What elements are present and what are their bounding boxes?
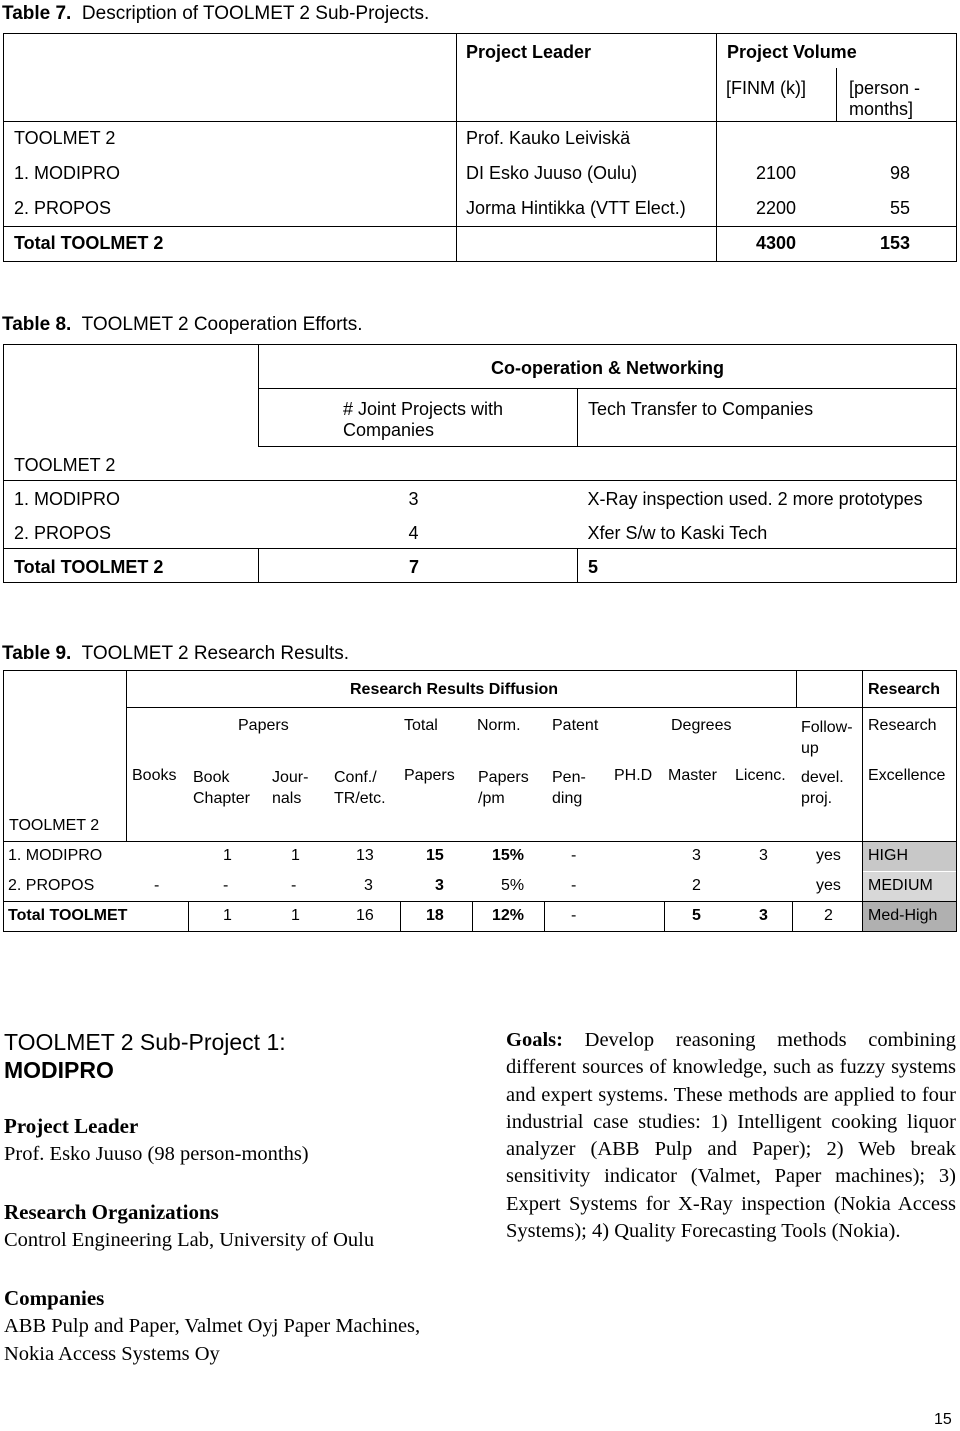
- t9-header-degrees: Degrees: [671, 717, 732, 734]
- leader-text: Prof. Esko Juuso (98 person-months): [4, 1143, 309, 1165]
- t9-header-total: Total: [404, 717, 438, 734]
- t9-row0-follow: yes: [816, 847, 841, 864]
- t7-row1-name: 1. MODIPRO: [4, 157, 457, 192]
- t9-row2-follow: 2: [824, 907, 833, 924]
- t8-corner: [4, 345, 259, 447]
- t7-row0-finm: [717, 122, 837, 157]
- t8-row1-joint: 4: [408, 522, 419, 543]
- t7-row3-pm: 153: [837, 227, 957, 262]
- t8-row2-name: Total TOOLMET 2: [4, 549, 259, 583]
- t9-row1-jour: -: [291, 877, 297, 894]
- t9-row1-excellence: [863, 872, 956, 901]
- t9-row2-jour: 1: [291, 907, 300, 924]
- t7-row3-finm: 4300: [717, 227, 837, 262]
- t8-row0-tech: X-Ray inspection used. 2 more prototypes: [578, 481, 957, 515]
- t9-row1-excellence-label: MEDIUM: [868, 877, 933, 894]
- goals-text: Develop reasoning methods combining different sources of knowledge, such as fuzzy systems and expert systems. These methods are applied to four industrial case studies: 1) Intelligent cooking liquor analyzer (ABB Pulp and Paper); 2) Web break sensitivity indicator (Valmet, Paper machines); 3) Expert Systems for X-Ray inspection (Nokia Access Systems); 4) Quality Forecasting Tools (Nokia).: [506, 1029, 956, 1243]
- leader-heading: Project Leader: [4, 1114, 139, 1138]
- t9-line-v4: [544, 901, 545, 931]
- t8-row1-name: 2. PROPOS: [4, 515, 259, 549]
- t7-row3-leader: [457, 227, 717, 262]
- t9-header-books: Books: [132, 767, 177, 784]
- companies-heading: Companies: [4, 1286, 105, 1310]
- companies-text: ABB Pulp and Paper, Valmet Oyj Paper Machines, Nokia Access Systems Oy: [4, 1315, 421, 1365]
- orgs-text: Control Engineering Lab, University of Oulu: [4, 1229, 375, 1251]
- t9-header-follow: Follow-up: [801, 719, 853, 757]
- t9-row2-excellence: [863, 902, 956, 931]
- t9-row0-excellence-label: HIGH: [868, 847, 908, 864]
- t7-header-leader: Project Leader: [457, 34, 717, 68]
- t9-row0-master: 3: [692, 847, 701, 864]
- t9-row2-master: 5: [692, 907, 701, 924]
- t9-row2-patent: -: [571, 907, 577, 924]
- t9-header-excellence: Excellence: [868, 767, 946, 784]
- t8-header-tech: Tech Transfer to Companies: [578, 389, 957, 447]
- t9-row0-chap: 1: [223, 847, 232, 864]
- t9-row0-conf: 13: [356, 847, 374, 864]
- t8-spacer-a: [259, 447, 578, 481]
- t9-row2-chap: 1: [223, 907, 232, 924]
- t9-header-patent: Patent: [552, 717, 599, 734]
- t7-row0-pm: [837, 122, 957, 157]
- t9-row1-follow: yes: [816, 877, 841, 894]
- t9-header-research: Research: [868, 681, 941, 698]
- t9-header-diffusion: Research Results Diffusion: [350, 681, 559, 698]
- t7-header-finm: [FINM (k)]: [717, 68, 837, 122]
- t9-header-devel: devel. proj.: [801, 769, 844, 807]
- t8-spacer-b: [578, 447, 957, 481]
- t9-line-head: [126, 707, 956, 708]
- goals-paragraph: [506, 1027, 956, 1245]
- t7-row2-finm: 2200: [717, 192, 837, 227]
- t7-row1-leader: DI Esko Juuso (Oulu): [466, 162, 638, 183]
- t9-row0-patent: -: [571, 847, 577, 864]
- t9-line-v2: [400, 901, 401, 931]
- t9-header-master: Master: [668, 767, 717, 784]
- t9-header-licenc: Licenc.: [735, 767, 786, 784]
- goals-label: Goals:: [506, 1029, 563, 1051]
- table7: [3, 33, 957, 262]
- table8-caption-label: Table 8.: [2, 314, 72, 335]
- t7-row3-name: Total TOOLMET 2: [4, 227, 457, 262]
- t9-row1-total: 3: [435, 877, 444, 894]
- t9-line-left: [126, 671, 127, 841]
- t9-row1-name: 2. PROPOS: [8, 877, 95, 894]
- table8: [3, 344, 957, 583]
- table9-caption: [2, 643, 349, 665]
- t9-header-toolmet: TOOLMET 2: [9, 817, 100, 834]
- t9-line-v3: [472, 901, 473, 931]
- t9-line-row0: [4, 841, 956, 842]
- t8-row0-name: 1. MODIPRO: [4, 481, 259, 515]
- t9-row0-total: 15: [426, 847, 444, 864]
- subproject-leader: [4, 1114, 474, 1169]
- orgs-heading: Research Organizations: [4, 1200, 219, 1224]
- t7-corner: [4, 34, 457, 68]
- t9-row0-lic: 3: [759, 847, 768, 864]
- t9-header-papers2: Papers: [404, 767, 455, 784]
- subproject-title-line1: TOOLMET 2 Sub-Project 1:: [4, 1029, 286, 1055]
- t9-row2-lic: 3: [759, 907, 768, 924]
- t9-line-v1: [188, 901, 189, 931]
- t9-header-norm: Norm.: [477, 717, 521, 734]
- subproject-title-line2: MODIPRO: [4, 1057, 114, 1083]
- t9-row2-name: Total TOOLMET: [8, 907, 128, 924]
- table9-caption-label: Table 9.: [2, 643, 72, 664]
- page-number: 15: [934, 1411, 952, 1428]
- t9-line-v6: [792, 901, 793, 931]
- t9-row1-chap: -: [223, 877, 229, 894]
- t8-header-coop: Co-operation & Networking: [259, 345, 957, 389]
- t7-row0-leader: Prof. Kauko Leiviskä: [457, 122, 717, 157]
- t9-header-research2: Research: [868, 717, 937, 734]
- table8-caption-text: TOOLMET 2 Cooperation Efforts.: [81, 314, 363, 335]
- t9-header-papers: Papers: [238, 717, 289, 734]
- t7-row2-leader: Jorma Hintikka (VTT Elect.): [466, 197, 686, 218]
- subproject-companies: [4, 1286, 464, 1368]
- t8-row0-joint: 3: [259, 481, 578, 515]
- t7-row2-pm: 55: [837, 192, 957, 227]
- t9-row1-norm: 5%: [501, 877, 525, 894]
- t7-row0-name: TOOLMET 2: [4, 122, 457, 157]
- t9-row2-norm: 12%: [492, 907, 525, 924]
- table9-caption-text: TOOLMET 2 Research Results.: [81, 643, 350, 664]
- t9-line-row2: [4, 901, 956, 902]
- t9-row0-norm: 15%: [492, 847, 525, 864]
- t8-row2-tech: 5: [578, 549, 957, 583]
- t9-row2-excellence-label: Med-High: [868, 907, 938, 924]
- t9-row1-patent: -: [571, 877, 577, 894]
- t9-line-v5: [664, 901, 665, 931]
- table8-caption: [2, 314, 362, 336]
- t9-header-phd: PH.D: [614, 767, 653, 784]
- t9-row0-excellence: [863, 842, 956, 871]
- t9-line-diff-right: [796, 671, 797, 707]
- table7-caption-text: Description of TOOLMET 2 Sub-Projects.: [81, 3, 430, 24]
- t7-row1-pm: 98: [837, 157, 957, 192]
- t7-spacer-a: [4, 68, 457, 122]
- t9-row1-books: -: [154, 877, 160, 894]
- t9-row2-conf: 16: [356, 907, 374, 924]
- t9-header-pending: Pen-ding: [552, 769, 586, 807]
- t9-header-journals: Jour-nals: [272, 769, 309, 807]
- t8-row1-tech: Xfer S/w to Kaski Tech: [578, 515, 957, 549]
- t9-row2-total: 18: [426, 907, 444, 924]
- t9-row0-jour: 1: [291, 847, 300, 864]
- t7-header-person: [person -months]: [837, 68, 957, 122]
- t9-header-book-chapter: Book Chapter: [193, 769, 250, 807]
- subproject-orgs: [4, 1200, 474, 1255]
- table7-caption: [2, 3, 429, 25]
- t9-row1-conf: 3: [364, 877, 373, 894]
- t7-row2-name: 2. PROPOS: [4, 192, 457, 227]
- table7-caption-label: Table 7.: [2, 3, 72, 24]
- t8-row2-joint: 7: [259, 549, 578, 583]
- t9-row1-master: 2: [692, 877, 701, 894]
- t9-header-papers-pm: Papers /pm: [478, 769, 529, 807]
- t7-header-volume: Project Volume: [717, 34, 957, 68]
- table9: [3, 670, 957, 932]
- subproject-title: [4, 1028, 286, 1084]
- t9-header-conf: Conf./ TR/etc.: [334, 769, 386, 807]
- t7-spacer-b: [457, 68, 717, 122]
- t9-row0-name: 1. MODIPRO: [8, 847, 103, 864]
- t8-header-toolmet: TOOLMET 2: [4, 447, 259, 481]
- t8-header-joint: # Joint Projects with Companies: [259, 389, 578, 447]
- t7-row1-finm: 2100: [717, 157, 837, 192]
